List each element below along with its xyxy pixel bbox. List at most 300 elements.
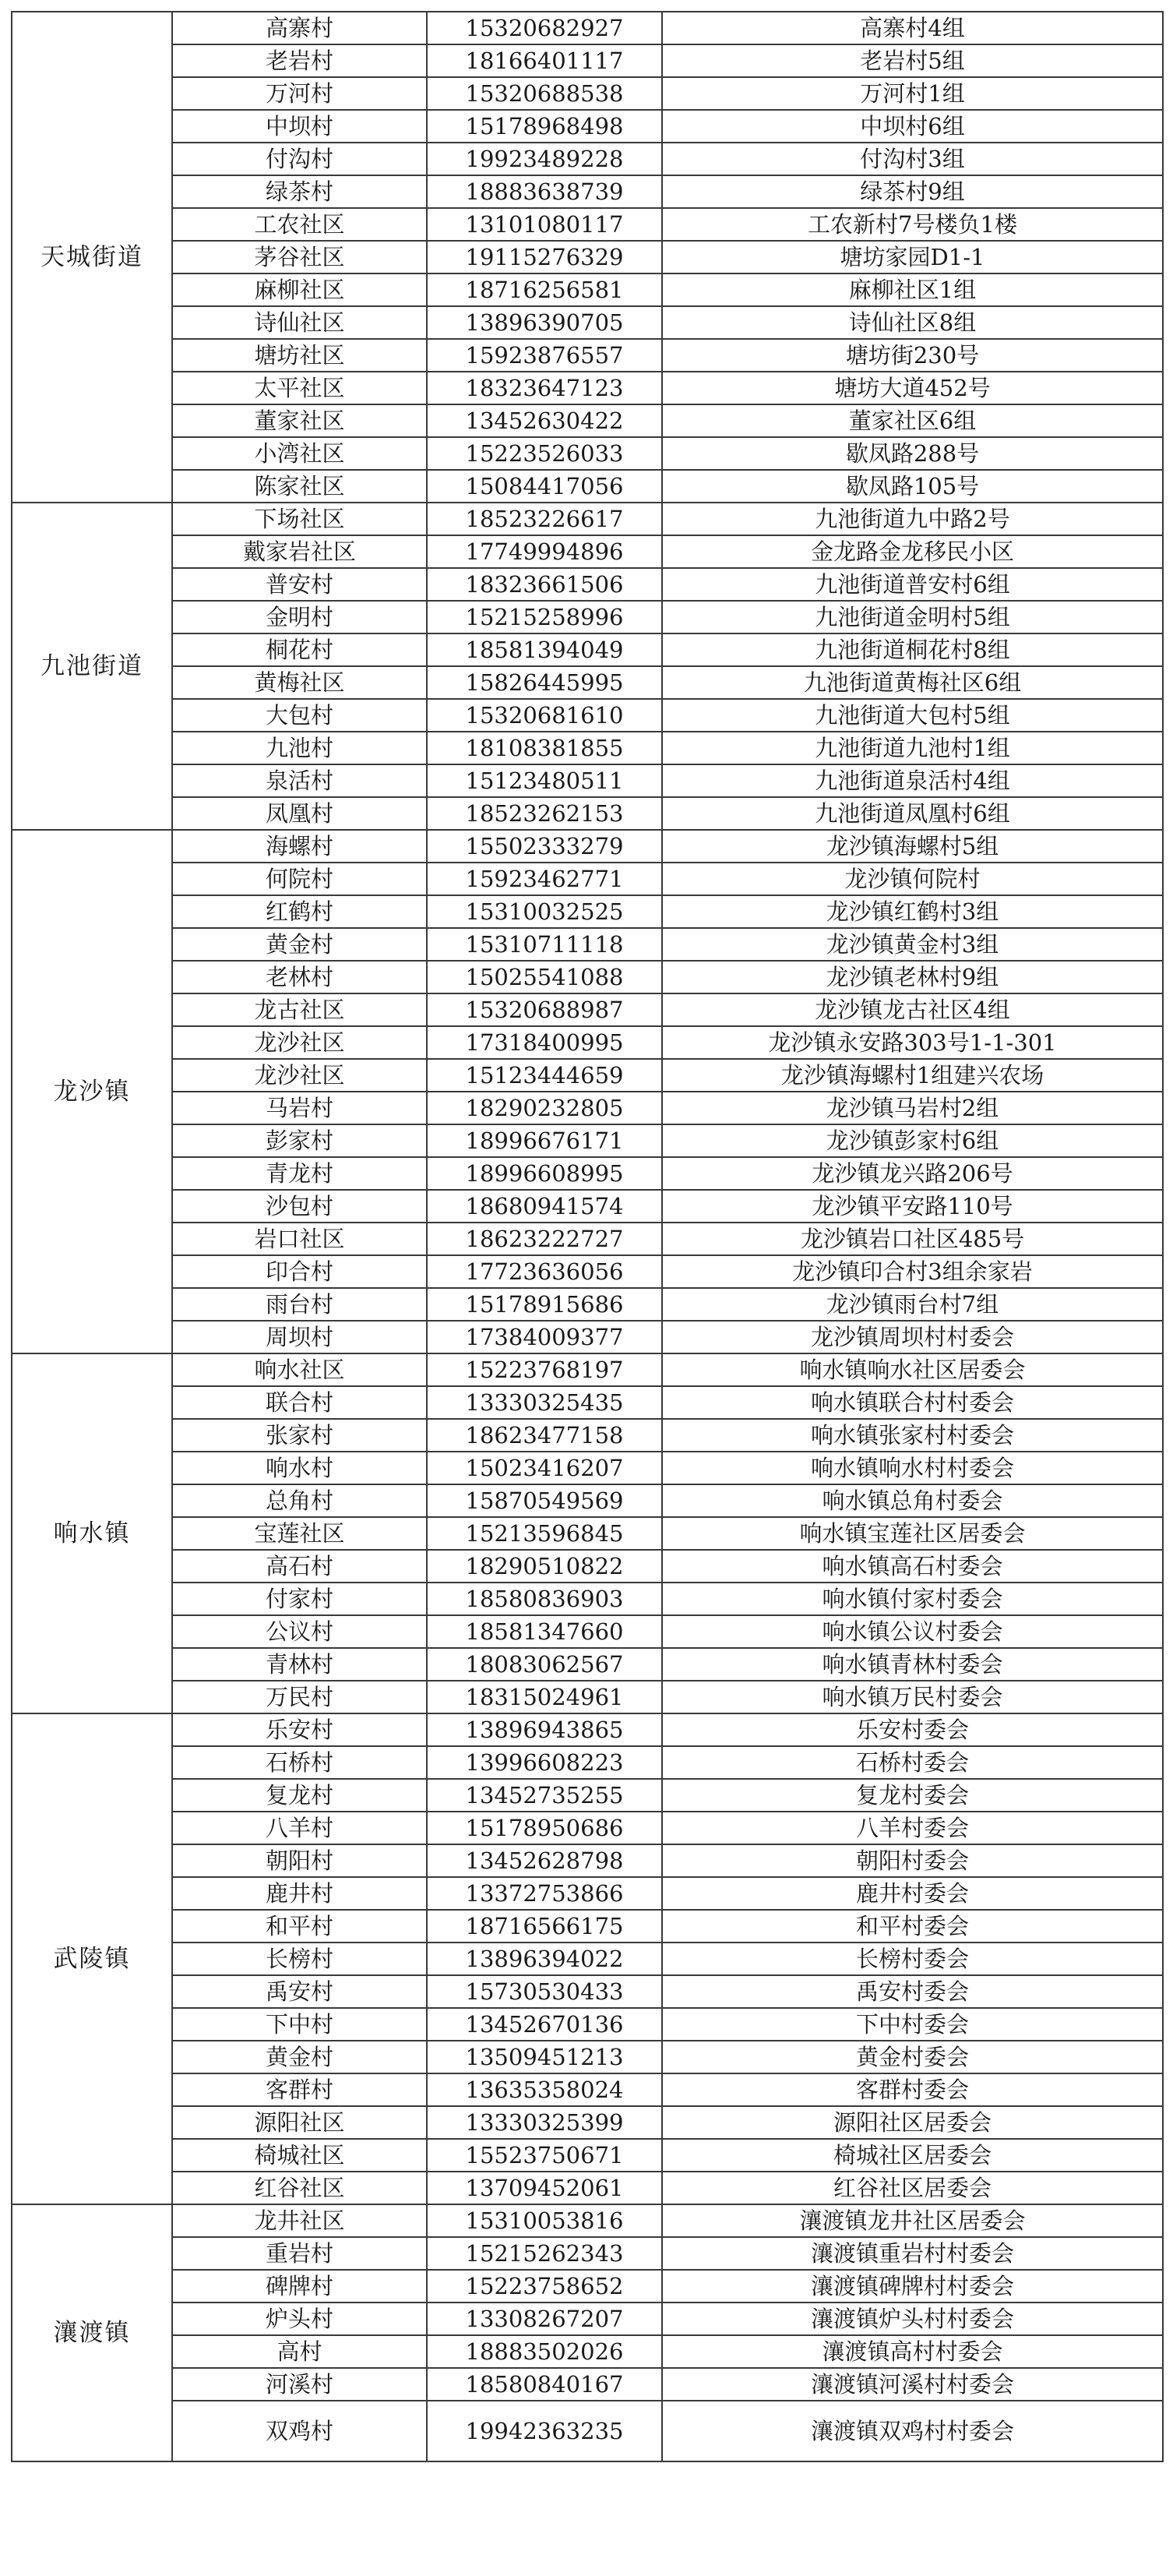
phone-number-cell: 18623477158 bbox=[427, 1419, 662, 1452]
address-cell: 龙沙镇马岩村2组 bbox=[662, 1092, 1163, 1124]
address-cell: 瀼渡镇河溪村村委会 bbox=[662, 2368, 1163, 2401]
town-name-cell: 武陵镇 bbox=[12, 1713, 172, 2204]
table-row bbox=[12, 1779, 1163, 1812]
village-name-cell: 源阳社区 bbox=[172, 2106, 427, 2139]
town-name-cell: 龙沙镇 bbox=[12, 830, 172, 1353]
phone-number-cell: 15223526033 bbox=[427, 437, 662, 470]
table-row bbox=[12, 2106, 1163, 2139]
village-name-cell: 客群村 bbox=[172, 2073, 427, 2106]
address-cell: 龙沙镇老林村9组 bbox=[662, 961, 1163, 993]
village-name-cell: 马岩村 bbox=[172, 1092, 427, 1124]
table-row bbox=[12, 470, 1163, 503]
village-name-cell: 红谷社区 bbox=[172, 2172, 427, 2204]
address-cell: 董家社区6组 bbox=[662, 404, 1163, 437]
address-cell: 塘坊街230号 bbox=[662, 339, 1163, 372]
phone-number-cell: 18680941574 bbox=[427, 1190, 662, 1223]
phone-number-cell: 18883638739 bbox=[427, 175, 662, 208]
phone-number-cell: 13308267207 bbox=[427, 2303, 662, 2335]
table-row bbox=[12, 863, 1163, 895]
address-cell: 龙沙镇龙兴路206号 bbox=[662, 1157, 1163, 1190]
table-row bbox=[12, 601, 1163, 633]
phone-number-cell: 13101080117 bbox=[427, 208, 662, 241]
address-cell: 九池街道九池村1组 bbox=[662, 732, 1163, 764]
table-row bbox=[12, 143, 1163, 175]
address-cell: 歇凤路105号 bbox=[662, 470, 1163, 503]
phone-number-cell: 15320688987 bbox=[427, 993, 662, 1026]
phone-number-cell: 13372753866 bbox=[427, 1877, 662, 1910]
table-row bbox=[12, 372, 1163, 404]
address-cell: 金龙路金龙移民小区 bbox=[662, 535, 1163, 568]
table-row bbox=[12, 764, 1163, 797]
table-row bbox=[12, 12, 1163, 44]
table-row bbox=[12, 1419, 1163, 1452]
phone-number-cell: 15523750671 bbox=[427, 2139, 662, 2172]
address-cell: 龙沙镇红鹤村3组 bbox=[662, 895, 1163, 928]
address-cell: 绿茶村9组 bbox=[662, 175, 1163, 208]
village-name-cell: 何院村 bbox=[172, 863, 427, 895]
village-name-cell: 老林村 bbox=[172, 961, 427, 993]
table-row bbox=[12, 2401, 1163, 2461]
address-cell: 歇凤路288号 bbox=[662, 437, 1163, 470]
address-cell: 龙沙镇海螺村5组 bbox=[662, 830, 1163, 863]
address-cell: 塘坊大道452号 bbox=[662, 372, 1163, 404]
address-cell: 响水镇宝莲社区居委会 bbox=[662, 1517, 1163, 1550]
phone-number-cell: 13330325399 bbox=[427, 2106, 662, 2139]
phone-number-cell: 15178915686 bbox=[427, 1288, 662, 1321]
phone-number-cell: 13896390705 bbox=[427, 306, 662, 339]
phone-number-cell: 15310711118 bbox=[427, 928, 662, 961]
table-row bbox=[12, 1452, 1163, 1484]
phone-number-cell: 18083062567 bbox=[427, 1648, 662, 1681]
address-cell: 响水镇总角村委会 bbox=[662, 1484, 1163, 1517]
village-name-cell: 高村 bbox=[172, 2335, 427, 2368]
phone-number-cell: 18315024961 bbox=[427, 1681, 662, 1713]
table-row bbox=[12, 1026, 1163, 1059]
table-row bbox=[12, 339, 1163, 372]
phone-number-cell: 15178968498 bbox=[427, 110, 662, 143]
address-cell: 付沟村3组 bbox=[662, 143, 1163, 175]
address-cell: 朝阳村委会 bbox=[662, 1844, 1163, 1877]
village-name-cell: 总角村 bbox=[172, 1484, 427, 1517]
address-cell: 响水镇联合村村委会 bbox=[662, 1386, 1163, 1419]
table-row bbox=[12, 1517, 1163, 1550]
table-row bbox=[12, 2073, 1163, 2106]
table-row bbox=[12, 1713, 1163, 1746]
phone-number-cell: 18323647123 bbox=[427, 372, 662, 404]
phone-number-cell: 15023416207 bbox=[427, 1452, 662, 1484]
phone-number-cell: 15123480511 bbox=[427, 764, 662, 797]
phone-number-cell: 19942363235 bbox=[427, 2401, 662, 2461]
address-cell: 龙沙镇印合村3组余家岩 bbox=[662, 1255, 1163, 1288]
table-row bbox=[12, 1288, 1163, 1321]
village-name-cell: 张家村 bbox=[172, 1419, 427, 1452]
address-cell: 响水镇万民村委会 bbox=[662, 1681, 1163, 1713]
village-name-cell: 绿茶村 bbox=[172, 175, 427, 208]
table-row bbox=[12, 1484, 1163, 1517]
village-name-cell: 太平社区 bbox=[172, 372, 427, 404]
address-cell: 九池街道普安村6组 bbox=[662, 568, 1163, 601]
table-row bbox=[12, 830, 1163, 863]
village-name-cell: 万民村 bbox=[172, 1681, 427, 1713]
village-name-cell: 宝莲社区 bbox=[172, 1517, 427, 1550]
address-cell: 响水镇付家村委会 bbox=[662, 1583, 1163, 1615]
village-name-cell: 鹿井村 bbox=[172, 1877, 427, 1910]
table-row bbox=[12, 1157, 1163, 1190]
village-name-cell: 和平村 bbox=[172, 1910, 427, 1943]
address-cell: 九池街道大包村5组 bbox=[662, 699, 1163, 732]
phone-number-cell: 17384009377 bbox=[427, 1321, 662, 1353]
table-row bbox=[12, 928, 1163, 961]
village-name-cell: 联合村 bbox=[172, 1386, 427, 1419]
address-cell: 工农新村7号楼负1楼 bbox=[662, 208, 1163, 241]
phone-number-cell: 18523226617 bbox=[427, 503, 662, 535]
village-name-cell: 长榜村 bbox=[172, 1943, 427, 1975]
table-row bbox=[12, 1943, 1163, 1975]
table-row bbox=[12, 77, 1163, 110]
table-row bbox=[12, 2368, 1163, 2401]
town-name-cell: 九池街道 bbox=[12, 503, 172, 830]
address-cell: 九池街道金明村5组 bbox=[662, 601, 1163, 633]
table-row bbox=[12, 2204, 1163, 2237]
phone-number-cell: 15084417056 bbox=[427, 470, 662, 503]
phone-number-cell: 17749994896 bbox=[427, 535, 662, 568]
phone-number-cell: 13452735255 bbox=[427, 1779, 662, 1812]
village-name-cell: 付沟村 bbox=[172, 143, 427, 175]
phone-number-cell: 15215262343 bbox=[427, 2237, 662, 2270]
village-name-cell: 下场社区 bbox=[172, 503, 427, 535]
table-row bbox=[12, 208, 1163, 241]
village-name-cell: 彭家村 bbox=[172, 1124, 427, 1157]
table-row bbox=[12, 1812, 1163, 1844]
village-name-cell: 工农社区 bbox=[172, 208, 427, 241]
village-name-cell: 小湾社区 bbox=[172, 437, 427, 470]
table-row bbox=[12, 1353, 1163, 1386]
phone-number-cell: 13452628798 bbox=[427, 1844, 662, 1877]
table-row bbox=[12, 1615, 1163, 1648]
address-cell: 麻柳社区1组 bbox=[662, 273, 1163, 306]
village-name-cell: 下中村 bbox=[172, 2008, 427, 2041]
phone-number-cell: 18166401117 bbox=[427, 44, 662, 77]
village-name-cell: 麻柳社区 bbox=[172, 273, 427, 306]
phone-number-cell: 18581394049 bbox=[427, 633, 662, 666]
address-cell: 椅城社区居委会 bbox=[662, 2139, 1163, 2172]
village-name-cell: 万河村 bbox=[172, 77, 427, 110]
phone-number-cell: 15025541088 bbox=[427, 961, 662, 993]
village-name-cell: 禹安村 bbox=[172, 1975, 427, 2008]
village-name-cell: 朝阳村 bbox=[172, 1844, 427, 1877]
phone-number-cell: 18716566175 bbox=[427, 1910, 662, 1943]
address-cell: 响水镇高石村委会 bbox=[662, 1550, 1163, 1583]
table-row bbox=[12, 2270, 1163, 2303]
village-name-cell: 重岩村 bbox=[172, 2237, 427, 2270]
address-cell: 九池街道黄梅社区6组 bbox=[662, 666, 1163, 699]
village-name-cell: 龙沙社区 bbox=[172, 1059, 427, 1092]
table-row bbox=[12, 895, 1163, 928]
address-cell: 万河村1组 bbox=[662, 77, 1163, 110]
table-body bbox=[12, 12, 1163, 2461]
village-name-cell: 九池村 bbox=[172, 732, 427, 764]
table-row bbox=[12, 1910, 1163, 1943]
table-row bbox=[12, 503, 1163, 535]
village-name-cell: 龙沙社区 bbox=[172, 1026, 427, 1059]
village-name-cell: 海螺村 bbox=[172, 830, 427, 863]
table-row bbox=[12, 1648, 1163, 1681]
village-name-cell: 炉头村 bbox=[172, 2303, 427, 2335]
phone-number-cell: 15178950686 bbox=[427, 1812, 662, 1844]
village-name-cell: 响水村 bbox=[172, 1452, 427, 1484]
address-cell: 长榜村委会 bbox=[662, 1943, 1163, 1975]
table-row bbox=[12, 1583, 1163, 1615]
phone-number-cell: 18108381855 bbox=[427, 732, 662, 764]
table-row bbox=[12, 1877, 1163, 1910]
town-name-cell: 响水镇 bbox=[12, 1353, 172, 1713]
table-row bbox=[12, 2237, 1163, 2270]
table-row bbox=[12, 797, 1163, 830]
address-cell: 红谷社区居委会 bbox=[662, 2172, 1163, 2204]
phone-number-cell: 15223768197 bbox=[427, 1353, 662, 1386]
town-name-cell: 天城街道 bbox=[12, 12, 172, 503]
village-name-cell: 黄金村 bbox=[172, 928, 427, 961]
village-name-cell: 青林村 bbox=[172, 1648, 427, 1681]
village-name-cell: 印合村 bbox=[172, 1255, 427, 1288]
table-row bbox=[12, 1321, 1163, 1353]
address-cell: 高寨村4组 bbox=[662, 12, 1163, 44]
address-cell: 源阳社区居委会 bbox=[662, 2106, 1163, 2139]
table-row bbox=[12, 1255, 1163, 1288]
address-cell: 龙沙镇何院村 bbox=[662, 863, 1163, 895]
phone-number-cell: 15826445995 bbox=[427, 666, 662, 699]
village-name-cell: 石桥村 bbox=[172, 1746, 427, 1779]
village-name-cell: 高寨村 bbox=[172, 12, 427, 44]
phone-number-cell: 15923876557 bbox=[427, 339, 662, 372]
phone-number-cell: 18290232805 bbox=[427, 1092, 662, 1124]
phone-number-cell: 15320681610 bbox=[427, 699, 662, 732]
village-name-cell: 泉活村 bbox=[172, 764, 427, 797]
address-cell: 龙沙镇雨台村7组 bbox=[662, 1288, 1163, 1321]
address-cell: 八羊村委会 bbox=[662, 1812, 1163, 1844]
phone-number-cell: 13452670136 bbox=[427, 2008, 662, 2041]
address-cell: 客群村委会 bbox=[662, 2073, 1163, 2106]
table-row bbox=[12, 437, 1163, 470]
village-name-cell: 董家社区 bbox=[172, 404, 427, 437]
table-row bbox=[12, 961, 1163, 993]
phone-number-cell: 18623222727 bbox=[427, 1223, 662, 1255]
phone-number-cell: 15870549569 bbox=[427, 1484, 662, 1517]
phone-number-cell: 18580836903 bbox=[427, 1583, 662, 1615]
table-row bbox=[12, 633, 1163, 666]
address-cell: 龙沙镇岩口社区485号 bbox=[662, 1223, 1163, 1255]
phone-number-cell: 15320688538 bbox=[427, 77, 662, 110]
phone-number-cell: 15310032525 bbox=[427, 895, 662, 928]
village-name-cell: 黄金村 bbox=[172, 2041, 427, 2073]
address-cell: 复龙村委会 bbox=[662, 1779, 1163, 1812]
phone-number-cell: 18323661506 bbox=[427, 568, 662, 601]
phone-number-cell: 17723636056 bbox=[427, 1255, 662, 1288]
address-cell: 塘坊家园D1-1 bbox=[662, 241, 1163, 273]
address-cell: 龙沙镇永安路303号1-1-301 bbox=[662, 1026, 1163, 1059]
address-cell: 中坝村6组 bbox=[662, 110, 1163, 143]
town-name-cell: 瀼渡镇 bbox=[12, 2204, 172, 2461]
phone-number-cell: 18716256581 bbox=[427, 273, 662, 306]
table-row bbox=[12, 1092, 1163, 1124]
address-cell: 九池街道九中路2号 bbox=[662, 503, 1163, 535]
address-cell: 石桥村委会 bbox=[662, 1746, 1163, 1779]
village-name-cell: 周坝村 bbox=[172, 1321, 427, 1353]
phone-number-cell: 13452630422 bbox=[427, 404, 662, 437]
address-cell: 瀼渡镇高村村委会 bbox=[662, 2335, 1163, 2368]
phone-number-cell: 18996676171 bbox=[427, 1124, 662, 1157]
table-row bbox=[12, 1844, 1163, 1877]
table-row bbox=[12, 568, 1163, 601]
table-row bbox=[12, 2139, 1163, 2172]
phone-number-cell: 18290510822 bbox=[427, 1550, 662, 1583]
village-name-cell: 付家村 bbox=[172, 1583, 427, 1615]
phone-number-cell: 13509451213 bbox=[427, 2041, 662, 2073]
address-cell: 响水镇张家村村委会 bbox=[662, 1419, 1163, 1452]
table-row bbox=[12, 666, 1163, 699]
address-cell: 下中村委会 bbox=[662, 2008, 1163, 2041]
village-name-cell: 大包村 bbox=[172, 699, 427, 732]
table-row bbox=[12, 2172, 1163, 2204]
address-cell: 龙沙镇海螺村1组建兴农场 bbox=[662, 1059, 1163, 1092]
table-row bbox=[12, 1386, 1163, 1419]
address-cell: 龙沙镇彭家村6组 bbox=[662, 1124, 1163, 1157]
address-cell: 龙沙镇龙古社区4组 bbox=[662, 993, 1163, 1026]
table-row bbox=[12, 993, 1163, 1026]
village-name-cell: 黄梅社区 bbox=[172, 666, 427, 699]
table-row bbox=[12, 1190, 1163, 1223]
village-name-cell: 高石村 bbox=[172, 1550, 427, 1583]
phone-number-cell: 19923489228 bbox=[427, 143, 662, 175]
village-name-cell: 茅谷社区 bbox=[172, 241, 427, 273]
phone-number-cell: 17318400995 bbox=[427, 1026, 662, 1059]
table-row bbox=[12, 175, 1163, 208]
address-cell: 瀼渡镇双鸡村村委会 bbox=[662, 2401, 1163, 2461]
phone-number-cell: 18996608995 bbox=[427, 1157, 662, 1190]
phone-number-cell: 13635358024 bbox=[427, 2073, 662, 2106]
village-name-cell: 公议村 bbox=[172, 1615, 427, 1648]
village-name-cell: 碑牌村 bbox=[172, 2270, 427, 2303]
phone-number-cell: 15502333279 bbox=[427, 830, 662, 863]
address-cell: 乐安村委会 bbox=[662, 1713, 1163, 1746]
table-row bbox=[12, 1223, 1163, 1255]
address-cell: 龙沙镇平安路110号 bbox=[662, 1190, 1163, 1223]
phone-number-cell: 15123444659 bbox=[427, 1059, 662, 1092]
village-name-cell: 龙古社区 bbox=[172, 993, 427, 1026]
table-row bbox=[12, 2303, 1163, 2335]
village-name-cell: 雨台村 bbox=[172, 1288, 427, 1321]
table-row bbox=[12, 2008, 1163, 2041]
contact-table bbox=[11, 11, 1164, 2462]
village-name-cell: 陈家社区 bbox=[172, 470, 427, 503]
village-name-cell: 椅城社区 bbox=[172, 2139, 427, 2172]
village-name-cell: 河溪村 bbox=[172, 2368, 427, 2401]
phone-number-cell: 15215258996 bbox=[427, 601, 662, 633]
village-name-cell: 中坝村 bbox=[172, 110, 427, 143]
village-name-cell: 沙包村 bbox=[172, 1190, 427, 1223]
address-cell: 九池街道凤凰村6组 bbox=[662, 797, 1163, 830]
address-cell: 鹿井村委会 bbox=[662, 1877, 1163, 1910]
table-row bbox=[12, 1975, 1163, 2008]
table-row bbox=[12, 44, 1163, 77]
address-cell: 老岩村5组 bbox=[662, 44, 1163, 77]
phone-number-cell: 13996608223 bbox=[427, 1746, 662, 1779]
village-name-cell: 岩口社区 bbox=[172, 1223, 427, 1255]
address-cell: 响水镇响水村村委会 bbox=[662, 1452, 1163, 1484]
address-cell: 和平村委会 bbox=[662, 1910, 1163, 1943]
phone-number-cell: 15320682927 bbox=[427, 12, 662, 44]
table-row bbox=[12, 1124, 1163, 1157]
village-name-cell: 诗仙社区 bbox=[172, 306, 427, 339]
table-row bbox=[12, 699, 1163, 732]
village-name-cell: 老岩村 bbox=[172, 44, 427, 77]
phone-number-cell: 15213596845 bbox=[427, 1517, 662, 1550]
table-row bbox=[12, 535, 1163, 568]
table-row bbox=[12, 1550, 1163, 1583]
address-cell: 瀼渡镇龙井社区居委会 bbox=[662, 2204, 1163, 2237]
address-cell: 响水镇响水社区居委会 bbox=[662, 1353, 1163, 1386]
table-row bbox=[12, 732, 1163, 764]
table-row bbox=[12, 2335, 1163, 2368]
village-name-cell: 龙井社区 bbox=[172, 2204, 427, 2237]
phone-number-cell: 15923462771 bbox=[427, 863, 662, 895]
table-row bbox=[12, 273, 1163, 306]
phone-number-cell: 15223758652 bbox=[427, 2270, 662, 2303]
table-row bbox=[12, 1059, 1163, 1092]
village-name-cell: 凤凰村 bbox=[172, 797, 427, 830]
village-name-cell: 响水社区 bbox=[172, 1353, 427, 1386]
phone-number-cell: 18581347660 bbox=[427, 1615, 662, 1648]
phone-number-cell: 13896943865 bbox=[427, 1713, 662, 1746]
phone-number-cell: 13330325435 bbox=[427, 1386, 662, 1419]
address-cell: 龙沙镇周坝村村委会 bbox=[662, 1321, 1163, 1353]
address-cell: 瀼渡镇炉头村村委会 bbox=[662, 2303, 1163, 2335]
village-name-cell: 金明村 bbox=[172, 601, 427, 633]
village-name-cell: 红鹤村 bbox=[172, 895, 427, 928]
village-name-cell: 青龙村 bbox=[172, 1157, 427, 1190]
village-name-cell: 塘坊社区 bbox=[172, 339, 427, 372]
table-row bbox=[12, 404, 1163, 437]
village-name-cell: 桐花村 bbox=[172, 633, 427, 666]
village-name-cell: 乐安村 bbox=[172, 1713, 427, 1746]
village-name-cell: 普安村 bbox=[172, 568, 427, 601]
village-name-cell: 八羊村 bbox=[172, 1812, 427, 1844]
phone-number-cell: 18883502026 bbox=[427, 2335, 662, 2368]
address-cell: 九池街道桐花村8组 bbox=[662, 633, 1163, 666]
address-cell: 响水镇青林村委会 bbox=[662, 1648, 1163, 1681]
phone-number-cell: 19115276329 bbox=[427, 241, 662, 273]
table-row bbox=[12, 1746, 1163, 1779]
address-cell: 瀼渡镇重岩村村委会 bbox=[662, 2237, 1163, 2270]
village-name-cell: 戴家岩社区 bbox=[172, 535, 427, 568]
phone-number-cell: 18580840167 bbox=[427, 2368, 662, 2401]
address-cell: 龙沙镇黄金村3组 bbox=[662, 928, 1163, 961]
address-cell: 九池街道泉活村4组 bbox=[662, 764, 1163, 797]
table-row bbox=[12, 110, 1163, 143]
table-row bbox=[12, 306, 1163, 339]
address-cell: 黄金村委会 bbox=[662, 2041, 1163, 2073]
table-row bbox=[12, 2041, 1163, 2073]
village-name-cell: 复龙村 bbox=[172, 1779, 427, 1812]
phone-number-cell: 18523262153 bbox=[427, 797, 662, 830]
phone-number-cell: 13709452061 bbox=[427, 2172, 662, 2204]
village-name-cell: 双鸡村 bbox=[172, 2401, 427, 2461]
table-row bbox=[12, 241, 1163, 273]
phone-number-cell: 15310053816 bbox=[427, 2204, 662, 2237]
address-cell: 禹安村委会 bbox=[662, 1975, 1163, 2008]
address-cell: 瀼渡镇碑牌村村委会 bbox=[662, 2270, 1163, 2303]
address-cell: 响水镇公议村委会 bbox=[662, 1615, 1163, 1648]
